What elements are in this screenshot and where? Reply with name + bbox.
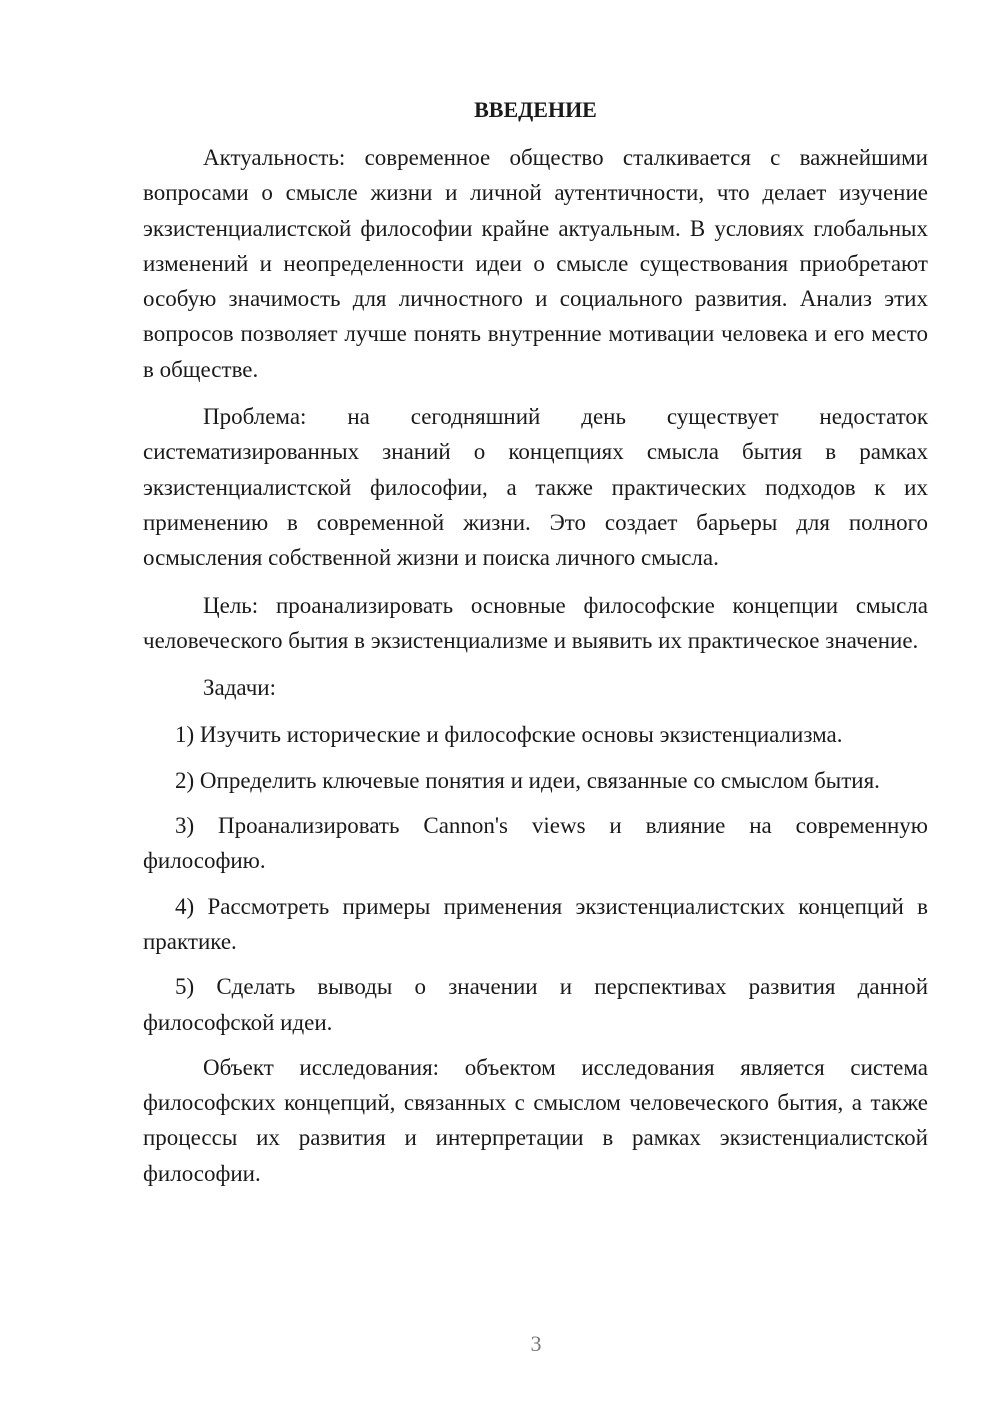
task-item-3: 3) Проанализировать Cannon's views и влияние на современную философию. (143, 813, 928, 874)
paragraph-object: Объект исследования: объектом исследования является система философских концепций, связанных с смыслом человеческого бытия, а также процессы их развития и интерпретации в рамках экзистенциалистской философии. (143, 1054, 928, 1186)
paragraph-relevance: Актуальность: современное общество сталкивается с важнейшими вопросами о смысле жизни и личной аутентичности, что делает изучение экзистенциалистской философии крайне актуальным. В условиях глобальных изменений и неопределенности идеи о смысле существования приобретают особую значимость для личностного и социального развития. Анализ этих вопросов позволяет лучше понять внутренние мотивации человека и его место в обществе. (143, 145, 928, 382)
document-page (143, 92, 928, 1203)
paragraph-goal: Цель: проанализировать основные философские концепции смысла человеческого бытия в экзистенциализме и выявить их практическое значение. (143, 592, 928, 653)
task-item-4: 4) Рассмотреть примеры применения экзистенциалистских концепций в практике. (143, 893, 928, 954)
task-item-2: 2) Определить ключевые понятия и идеи, связанные со смыслом бытия. (175, 767, 880, 793)
page-title: ВВЕДЕНИЕ (474, 97, 597, 122)
task-item-1: 1) Изучить исторические и философские основы экзистенциализма. (175, 722, 843, 748)
tasks-heading: Задачи: (203, 675, 276, 701)
paragraph-problem: Проблема: на сегодняшний день существует недостаток систематизированных знаний о концепциях смысла бытия в рамках экзистенциалистской философии, а также практических подходов к их применению в современной жизни. Это создает барьеры для полного осмысления собственной жизни и поиска личного смысла. (143, 404, 928, 571)
task-item-5: 5) Сделать выводы о значении и перспективах развития данной философской идеи. (143, 974, 928, 1035)
page-number: 3 (530, 1331, 542, 1356)
